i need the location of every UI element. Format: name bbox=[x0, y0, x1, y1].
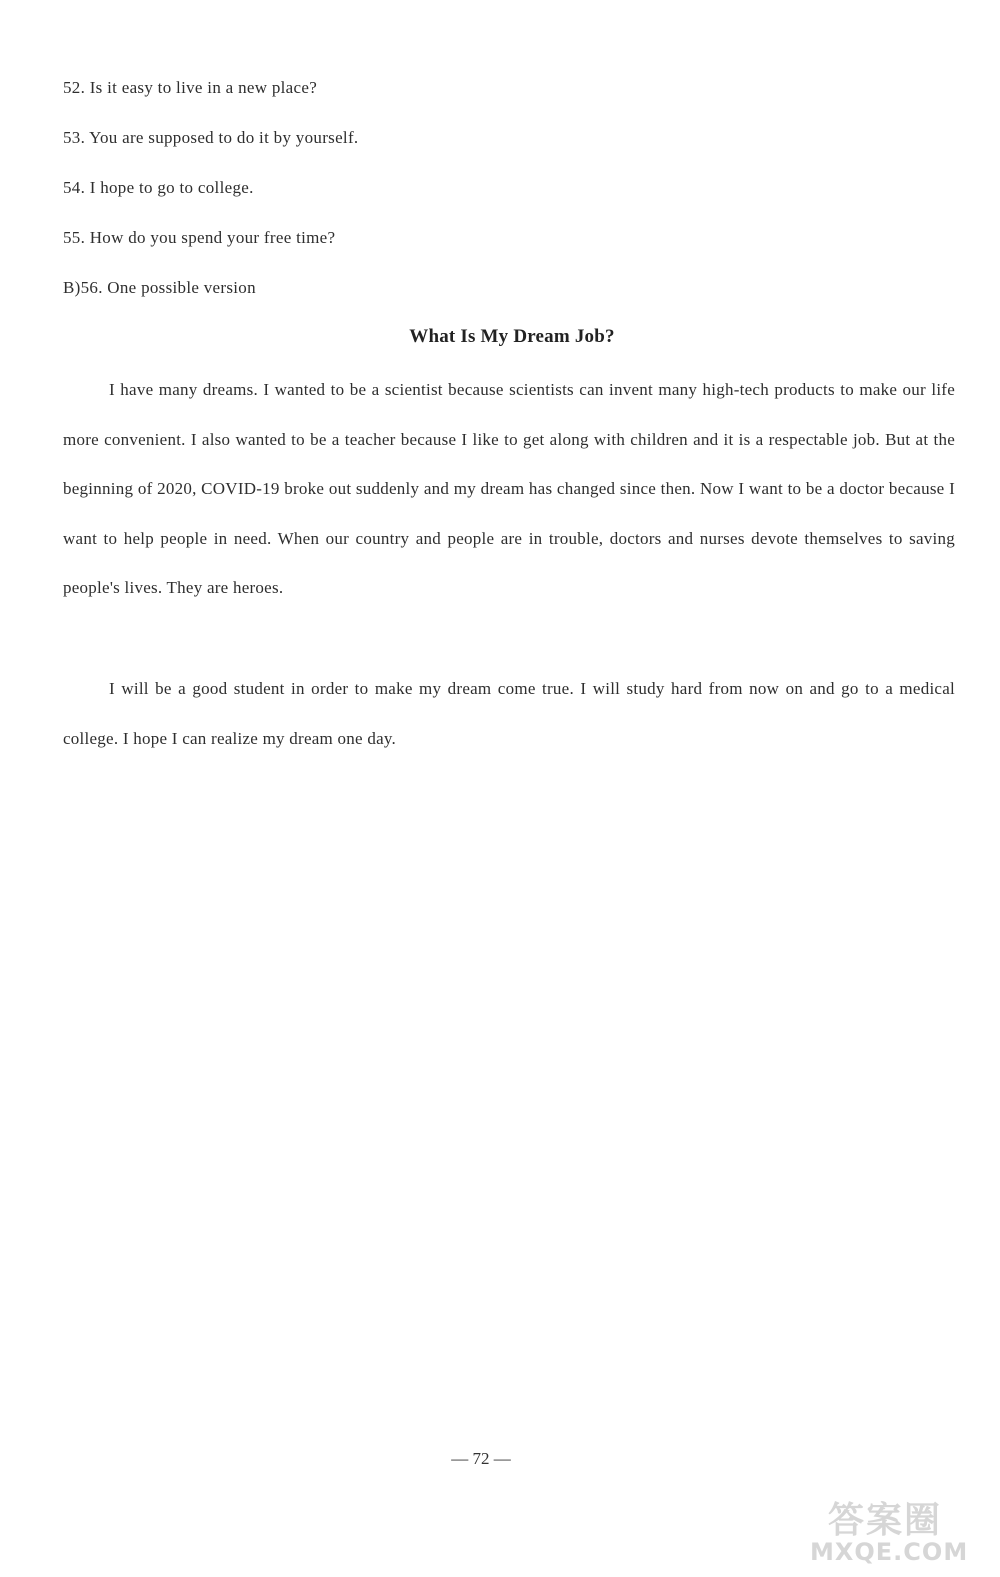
answer-52: 52. Is it easy to live in a new place? bbox=[63, 78, 318, 97]
page-number: — 72 — bbox=[451, 1449, 511, 1468]
answer-56-heading: B)56. One possible version bbox=[63, 278, 256, 297]
answer-55: 55. How do you spend your free time? bbox=[63, 228, 336, 247]
site-watermark bbox=[810, 1492, 990, 1572]
essay-paragraph-2: I will be a good student in order to make my dream come true. I will study hard from now on and go to a medical college. I hope I can realize my dream one day. bbox=[63, 679, 955, 748]
answer-53: 53. You are supposed to do it by yourself. bbox=[63, 128, 359, 147]
watermark-logo-text: 答案圈 bbox=[828, 1500, 943, 1541]
essay-title: What Is My Dream Job? bbox=[409, 326, 615, 347]
watermark-url: MXQE.COM bbox=[810, 1538, 969, 1566]
answer-54: 54. I hope to go to college. bbox=[63, 178, 254, 197]
essay-paragraph-1: I have many dreams. I wanted to be a scientist because scientists can invent many high-tech products to make our life more convenient. I also wanted to be a teacher because I like to get along with children and it is a respectable job. But at the beginning of 2020, COVID-19 broke out suddenly and my dream has changed since then. Now I want to be a doctor because I want to help people in need. When our country and people are in trouble, doctors and nurses devote themselves to saving people's lives. They are heroes. bbox=[63, 380, 955, 597]
